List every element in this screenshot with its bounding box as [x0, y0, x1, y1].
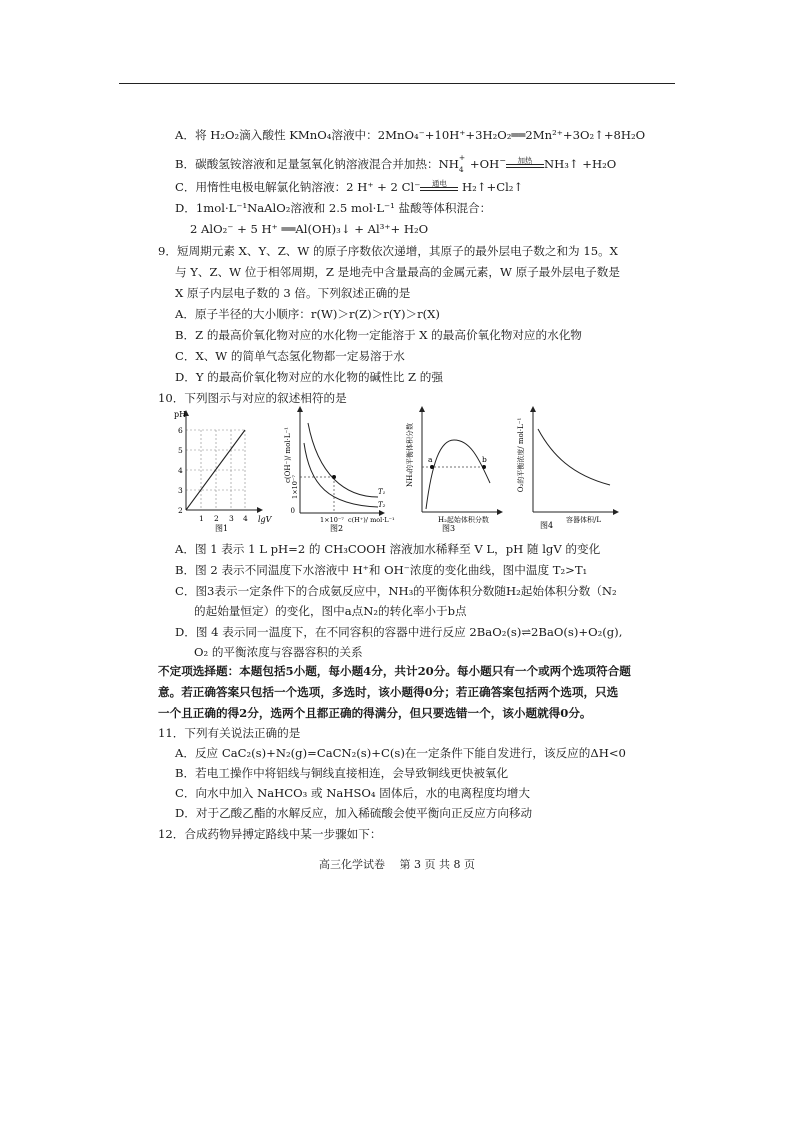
q8-option-d-line2: 2 AlO₂⁻ + 5 H⁺ ══Al(OH)₃↓ + Al³⁺+ H₂O — [190, 222, 429, 236]
fig3-ylabel: NH₃的平衡体积分数 — [406, 422, 414, 488]
figure-1 — [174, 410, 273, 533]
fig3-point-b — [482, 465, 486, 469]
hydroxide-text: +OH — [466, 157, 500, 171]
q10-option-d-line2: O₂ 的平衡浓度与容器容积的关系 — [194, 645, 363, 659]
fig4-xlabel: 容器体积/L — [566, 516, 602, 524]
q9-option-c: C．X、W 的简单气态氢化物都一定易溶于水 — [175, 349, 405, 363]
fig2-xlabel: c(H⁺)/ mol·L⁻¹ — [348, 516, 395, 524]
fig2-xtick: 1×10⁻⁷ — [320, 516, 344, 524]
fig2-point — [332, 475, 336, 479]
fig1-xtick-4: 4 — [243, 514, 248, 523]
q9-option-d: D．Y 的最高价氧化物对应的水化物的碱性比 Z 的强 — [175, 370, 443, 384]
q8-option-c-products: H₂↑+Cl₂↑ — [458, 180, 524, 194]
q11-option-c: C．向水中加入 NaHCO₃ 或 NaHSO₄ 固体后，水的电离程度均增大 — [175, 786, 530, 800]
fig2-curve-t1 — [308, 423, 378, 497]
heating-condition: 加热 — [506, 162, 544, 168]
q10-stem: 10．下列图示与对应的叙述相符的是 — [158, 391, 347, 405]
q11-option-a: A．反应 CaC₂(s)+N₂(g)=CaCN₂(s)+C(s)在一定条件下能自发进行，该反应的ΔH<0 — [175, 746, 626, 760]
q12-stem: 12．合成药物异搏定路线中某一步骤如下： — [158, 827, 382, 841]
fig2-label-t2: T₂ — [378, 501, 386, 509]
q9-stem-line3: X 原子内层电子数的 3 倍。下列叙述正确的是 — [175, 286, 411, 300]
header-rule — [119, 83, 675, 84]
figure-2 — [284, 409, 395, 533]
fig1-ytick-4: 4 — [178, 466, 183, 475]
q8-option-d-line1: D．1mol·L⁻¹NaAlO₂溶液和 2.5 mol·L⁻¹ 盐酸等体积混合： — [175, 201, 492, 215]
fig2-caption: 图2 — [330, 524, 344, 533]
fig3-xlabel: H₂起始体积分数 — [438, 516, 489, 524]
q8-option-b-text: B．碳酸氢铵溶液和足量氢氧化钠溶液混合并加热：NH — [175, 157, 459, 171]
fig3-label-b: b — [482, 455, 487, 464]
figure-4 — [516, 409, 616, 530]
q10-option-a: A．图 1 表示 1 L pH=2 的 CH₃COOH 溶液加水稀释至 V L，pH 随 lgV 的变化 — [175, 542, 601, 556]
fig3-point-a — [430, 465, 434, 469]
q11-option-b: B．若电工操作中将铝线与铜线直接相连，会导致铜线更快被氧化 — [175, 766, 509, 780]
fig1-caption: 图1 — [215, 524, 229, 533]
fig2-origin: 0 — [290, 507, 295, 515]
fig1-ytick-5: 5 — [178, 446, 183, 455]
fig1-ytick-2: 2 — [178, 506, 183, 515]
fig1-xlabel: lgV — [258, 515, 272, 524]
fig2-ytick: 1×10⁻⁷ — [291, 475, 299, 499]
section-instructions-line3: 一个且正确的得2分，选两个且都正确的得满分，但只要选错一个，该小题就得0分。 — [158, 706, 592, 720]
ammonium-ion-charge: + 4 — [458, 153, 466, 174]
q10-option-c-line1: C．图3表示一定条件下的合成氨反应中，NH₃的平衡体积分数随H₂起始体积分数（N₂ — [175, 584, 617, 598]
q10-figures — [160, 405, 620, 535]
fig1-ylabel: pH — [174, 410, 187, 419]
q9-stem-line1: 9．短周期元素 X、Y、Z、W 的原子序数依次递增，其原子的最外层电子数之和为 15。X — [158, 244, 618, 258]
fig4-curve — [538, 429, 610, 485]
fig3-label-a: a — [428, 455, 433, 464]
fig2-label-t1: T₁ — [378, 488, 386, 496]
figure-3 — [405, 409, 500, 533]
q8-option-c-text: C．用惰性电极电解氯化钠溶液：2 H⁺ + 2 Cl⁻ — [175, 180, 421, 194]
fig4-caption: 图4 — [540, 521, 554, 530]
q9-option-a: A．原子半径的大小顺序：r(W)＞r(Z)＞r(Y)＞r(X) — [175, 307, 440, 321]
q10-option-d-line1: D．图 4 表示同一温度下，在不同容积的容器中进行反应 2BaO₂(s)⇌2BaO(s)+O₂(g), — [175, 625, 623, 639]
fig3-caption: 图3 — [442, 524, 456, 533]
electrolysis-condition: 通电 — [420, 185, 458, 191]
q8-option-a: A．将 H₂O₂滴入酸性 KMnO₄溶液中：2MnO₄⁻+10H⁺+3H₂O₂══2Mn²⁺+3O₂↑+8H₂O — [175, 128, 646, 142]
fig2-ylabel: c(OH⁻)/ mol·L⁻¹ — [284, 427, 292, 483]
fig2-curve-t2 — [304, 443, 378, 507]
q8-option-b-products: NH₃↑ +H₂O — [543, 157, 617, 171]
section-instructions-line1: 不定项选择题：本题包括5小题，每小题4分，共计20分。每小题只有一个或两个选项符合题 — [158, 664, 631, 678]
fig1-ytick-6: 6 — [178, 426, 183, 435]
fig1-xtick-3: 3 — [229, 514, 234, 523]
q10-option-b: B．图 2 表示不同温度下水溶液中 H⁺和 OH⁻浓度的变化曲线，图中温度 T₂>T₁ — [175, 563, 588, 577]
section-instructions-line2: 意。若正确答案只包括一个选项，多选时，该小题得0分；若正确答案包括两个选项，只选 — [158, 685, 619, 699]
q10-option-c-line2: 的起始量恒定）的变化，图中a点N₂的转化率小于b点 — [194, 604, 467, 618]
fig1-xtick-1: 1 — [199, 514, 204, 523]
fig4-ylabel: O₂的平衡浓度/ mol·L⁻¹ — [517, 417, 525, 493]
q11-option-d: D．对于乙酸乙酯的水解反应，加入稀硫酸会使平衡向正反应方向移动 — [175, 806, 533, 820]
fig1-ytick-3: 3 — [178, 486, 183, 495]
q9-stem-line2: 与 Y、Z、W 位于相邻周期，Z 是地壳中含量最高的金属元素，W 原子最外层电子数是 — [175, 265, 620, 279]
fig1-xtick-2: 2 — [214, 514, 219, 523]
q8-option-c — [175, 180, 523, 194]
q9-option-b: B．Z 的最高价氧化物对应的水化物一定能溶于 X 的最高价氧化物对应的水化物 — [175, 328, 582, 342]
q8-option-b: B．碳酸氢铵溶液和足量氢氧化钠溶液混合并加热：NH + 4 +OH− 加热 NH₃↑ +H₂O — [175, 153, 617, 174]
fig3-curve — [426, 440, 490, 509]
q11-stem: 11．下列有关说法正确的是 — [158, 726, 301, 740]
page-footer: 高三化学试卷 第 3 页 共 8 页 — [319, 858, 475, 871]
